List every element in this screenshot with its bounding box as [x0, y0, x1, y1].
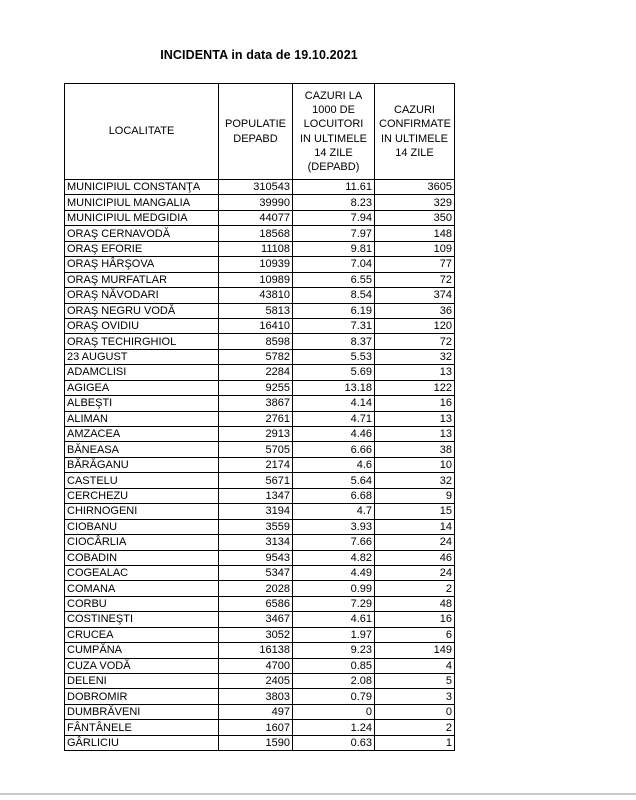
confirmed-cases-cell: 38	[375, 442, 455, 457]
table-row	[65, 257, 455, 272]
incidence-per-1000-cell: 4.14	[293, 396, 375, 411]
population-cell: 10989	[219, 272, 293, 287]
population-cell: 18568	[219, 226, 293, 241]
confirmed-cases-cell: 148	[375, 226, 455, 241]
confirmed-cases-cell: 24	[375, 535, 455, 550]
header-row	[65, 84, 455, 180]
incidence-per-1000-cell: 6.68	[293, 488, 375, 503]
table-row	[65, 241, 455, 256]
confirmed-cases-cell: 16	[375, 396, 455, 411]
confirmed-cases-cell: 46	[375, 550, 455, 565]
table-row	[65, 674, 455, 689]
page-title: INCIDENTA in data de 19.10.2021	[160, 48, 358, 62]
locality-cell: ALIMAN	[65, 411, 219, 426]
table-row	[65, 704, 455, 719]
table-row	[65, 396, 455, 411]
population-cell: 2761	[219, 411, 293, 426]
table-body	[65, 180, 455, 751]
incidence-per-1000-cell: 4.46	[293, 427, 375, 442]
confirmed-cases-cell: 72	[375, 334, 455, 349]
incidence-per-1000-cell: 4.71	[293, 411, 375, 426]
population-cell: 5671	[219, 473, 293, 488]
locality-cell: DUMBRĂVENI	[65, 704, 219, 719]
population-cell: 16138	[219, 643, 293, 658]
incidence-per-1000-cell: 7.29	[293, 596, 375, 611]
population-cell: 3559	[219, 519, 293, 534]
locality-cell: DELENI	[65, 674, 219, 689]
table-row	[65, 349, 455, 364]
incidence-per-1000-cell: 0.63	[293, 735, 375, 750]
table-row	[65, 195, 455, 210]
incidence-per-1000-cell: 6.19	[293, 303, 375, 318]
locality-cell: ORAŞ NEGRU VODĂ	[65, 303, 219, 318]
column-header-localitate: LOCALITATE	[65, 84, 219, 180]
locality-cell: BĂRĂGANU	[65, 457, 219, 472]
population-cell: 4700	[219, 658, 293, 673]
confirmed-cases-cell: 15	[375, 504, 455, 519]
table-row	[65, 565, 455, 580]
table-row	[65, 442, 455, 457]
confirmed-cases-cell: 122	[375, 380, 455, 395]
confirmed-cases-cell: 5	[375, 674, 455, 689]
confirmed-cases-cell: 0	[375, 704, 455, 719]
population-cell: 16410	[219, 318, 293, 333]
population-cell: 3134	[219, 535, 293, 550]
confirmed-cases-cell: 13	[375, 365, 455, 380]
incidence-per-1000-cell: 0.99	[293, 581, 375, 596]
page-separator-line	[0, 793, 636, 795]
incidence-per-1000-cell: 7.66	[293, 535, 375, 550]
column-header-cazuri-confirmate: CAZURI CONFIRMATE IN ULTIMELE 14 ZILE	[375, 84, 455, 180]
table-row	[65, 504, 455, 519]
column-header-populatie: POPULATIE DEPABD	[219, 84, 293, 180]
population-cell: 3467	[219, 612, 293, 627]
incidence-per-1000-cell: 6.55	[293, 272, 375, 287]
incidence-per-1000-cell: 6.66	[293, 442, 375, 457]
table-row	[65, 210, 455, 225]
population-cell: 1590	[219, 735, 293, 750]
locality-cell: CUZA VODĂ	[65, 658, 219, 673]
locality-cell: ORAŞ TECHIRGHIOL	[65, 334, 219, 349]
table-row	[65, 180, 455, 195]
table-row	[65, 519, 455, 534]
population-cell: 2913	[219, 427, 293, 442]
confirmed-cases-cell: 3	[375, 689, 455, 704]
table-row	[65, 689, 455, 704]
table-row	[65, 658, 455, 673]
locality-cell: ORAŞ CERNAVODĂ	[65, 226, 219, 241]
table-row	[65, 318, 455, 333]
table-row	[65, 457, 455, 472]
incidence-per-1000-cell: 1.97	[293, 627, 375, 642]
incidence-per-1000-cell: 9.81	[293, 241, 375, 256]
table-row	[65, 427, 455, 442]
confirmed-cases-cell: 109	[375, 241, 455, 256]
locality-cell: MUNICIPIUL MANGALIA	[65, 195, 219, 210]
incidence-per-1000-cell: 4.82	[293, 550, 375, 565]
locality-cell: MUNICIPIUL CONSTANŢA	[65, 180, 219, 195]
confirmed-cases-cell: 10	[375, 457, 455, 472]
table-row	[65, 627, 455, 642]
locality-cell: CORBU	[65, 596, 219, 611]
incidence-per-1000-cell: 5.53	[293, 349, 375, 364]
confirmed-cases-cell: 48	[375, 596, 455, 611]
population-cell: 497	[219, 704, 293, 719]
confirmed-cases-cell: 24	[375, 565, 455, 580]
population-cell: 5347	[219, 565, 293, 580]
locality-cell: FÂNTÂNELE	[65, 720, 219, 735]
table-row	[65, 488, 455, 503]
confirmed-cases-cell: 14	[375, 519, 455, 534]
population-cell: 5705	[219, 442, 293, 457]
confirmed-cases-cell: 350	[375, 210, 455, 225]
locality-cell: COSTINEŞTI	[65, 612, 219, 627]
confirmed-cases-cell: 1	[375, 735, 455, 750]
confirmed-cases-cell: 6	[375, 627, 455, 642]
population-cell: 310543	[219, 180, 293, 195]
population-cell: 8598	[219, 334, 293, 349]
population-cell: 1347	[219, 488, 293, 503]
table-row	[65, 288, 455, 303]
confirmed-cases-cell: 374	[375, 288, 455, 303]
population-cell: 5782	[219, 349, 293, 364]
locality-cell: COMANA	[65, 581, 219, 596]
incidence-per-1000-cell: 4.7	[293, 504, 375, 519]
confirmed-cases-cell: 16	[375, 612, 455, 627]
population-cell: 11108	[219, 241, 293, 256]
confirmed-cases-cell: 9	[375, 488, 455, 503]
locality-cell: GÂRLICIU	[65, 735, 219, 750]
locality-cell: ORAŞ MURFATLAR	[65, 272, 219, 287]
incidence-per-1000-cell: 4.49	[293, 565, 375, 580]
table-row	[65, 720, 455, 735]
locality-cell: AMZACEA	[65, 427, 219, 442]
table-row	[65, 581, 455, 596]
population-cell: 9255	[219, 380, 293, 395]
population-cell: 43810	[219, 288, 293, 303]
incidence-per-1000-cell: 0.85	[293, 658, 375, 673]
locality-cell: ALBEŞTI	[65, 396, 219, 411]
locality-cell: ORAŞ NĂVODARI	[65, 288, 219, 303]
locality-cell: CIOCÂRLIA	[65, 535, 219, 550]
locality-cell: CUMPĂNA	[65, 643, 219, 658]
confirmed-cases-cell: 36	[375, 303, 455, 318]
incidence-table	[64, 83, 455, 751]
incidence-per-1000-cell: 3.93	[293, 519, 375, 534]
incidence-per-1000-cell: 7.04	[293, 257, 375, 272]
table-row	[65, 380, 455, 395]
incidence-per-1000-cell: 8.37	[293, 334, 375, 349]
locality-cell: COBADIN	[65, 550, 219, 565]
locality-cell: 23 AUGUST	[65, 349, 219, 364]
confirmed-cases-cell: 13	[375, 411, 455, 426]
confirmed-cases-cell: 72	[375, 272, 455, 287]
locality-cell: BĂNEASA	[65, 442, 219, 457]
population-cell: 9543	[219, 550, 293, 565]
population-cell: 1607	[219, 720, 293, 735]
column-header-cazuri-la-1000: CAZURI LA 1000 DE LOCUITORI IN ULTIMELE 14 ZILE (DEPABD)	[293, 84, 375, 180]
incidence-per-1000-cell: 8.54	[293, 288, 375, 303]
confirmed-cases-cell: 77	[375, 257, 455, 272]
incidence-per-1000-cell: 0	[293, 704, 375, 719]
table-row	[65, 272, 455, 287]
incidence-per-1000-cell: 5.69	[293, 365, 375, 380]
confirmed-cases-cell: 3605	[375, 180, 455, 195]
table-row	[65, 334, 455, 349]
incidence-per-1000-cell: 2.08	[293, 674, 375, 689]
population-cell: 2284	[219, 365, 293, 380]
incidence-per-1000-cell: 5.64	[293, 473, 375, 488]
locality-cell: ORAŞ EFORIE	[65, 241, 219, 256]
incidence-per-1000-cell: 1.24	[293, 720, 375, 735]
population-cell: 2174	[219, 457, 293, 472]
confirmed-cases-cell: 329	[375, 195, 455, 210]
locality-cell: ORAŞ OVIDIU	[65, 318, 219, 333]
population-cell: 2405	[219, 674, 293, 689]
incidence-per-1000-cell: 4.6	[293, 457, 375, 472]
incidence-per-1000-cell: 8.23	[293, 195, 375, 210]
confirmed-cases-cell: 149	[375, 643, 455, 658]
incidence-per-1000-cell: 13.18	[293, 380, 375, 395]
locality-cell: AGIGEA	[65, 380, 219, 395]
confirmed-cases-cell: 32	[375, 349, 455, 364]
locality-cell: CRUCEA	[65, 627, 219, 642]
locality-cell: DOBROMIR	[65, 689, 219, 704]
table-row	[65, 643, 455, 658]
population-cell: 3194	[219, 504, 293, 519]
table-row	[65, 550, 455, 565]
confirmed-cases-cell: 120	[375, 318, 455, 333]
confirmed-cases-cell: 4	[375, 658, 455, 673]
incidence-per-1000-cell: 11.61	[293, 180, 375, 195]
table-header	[65, 84, 455, 180]
locality-cell: CERCHEZU	[65, 488, 219, 503]
population-cell: 44077	[219, 210, 293, 225]
population-cell: 39990	[219, 195, 293, 210]
locality-cell: CIOBANU	[65, 519, 219, 534]
table-row	[65, 535, 455, 550]
population-cell: 5813	[219, 303, 293, 318]
locality-cell: MUNICIPIUL MEDGIDIA	[65, 210, 219, 225]
table-row	[65, 226, 455, 241]
incidence-per-1000-cell: 7.94	[293, 210, 375, 225]
confirmed-cases-cell: 32	[375, 473, 455, 488]
incidence-per-1000-cell: 9.23	[293, 643, 375, 658]
incidence-per-1000-cell: 7.31	[293, 318, 375, 333]
locality-cell: ADAMCLISI	[65, 365, 219, 380]
population-cell: 3867	[219, 396, 293, 411]
population-cell: 3803	[219, 689, 293, 704]
table-row	[65, 365, 455, 380]
population-cell: 6586	[219, 596, 293, 611]
population-cell: 10939	[219, 257, 293, 272]
incidence-per-1000-cell: 0.79	[293, 689, 375, 704]
confirmed-cases-cell: 2	[375, 720, 455, 735]
locality-cell: CASTELU	[65, 473, 219, 488]
locality-cell: CHIRNOGENI	[65, 504, 219, 519]
locality-cell: ORAŞ HÂRŞOVA	[65, 257, 219, 272]
population-cell: 3052	[219, 627, 293, 642]
table-row	[65, 612, 455, 627]
table-row	[65, 473, 455, 488]
incidence-per-1000-cell: 4.61	[293, 612, 375, 627]
table-row	[65, 411, 455, 426]
table-row	[65, 735, 455, 750]
incidence-per-1000-cell: 7.97	[293, 226, 375, 241]
confirmed-cases-cell: 2	[375, 581, 455, 596]
locality-cell: COGEALAC	[65, 565, 219, 580]
population-cell: 2028	[219, 581, 293, 596]
table-row	[65, 303, 455, 318]
confirmed-cases-cell: 13	[375, 427, 455, 442]
table-row	[65, 596, 455, 611]
